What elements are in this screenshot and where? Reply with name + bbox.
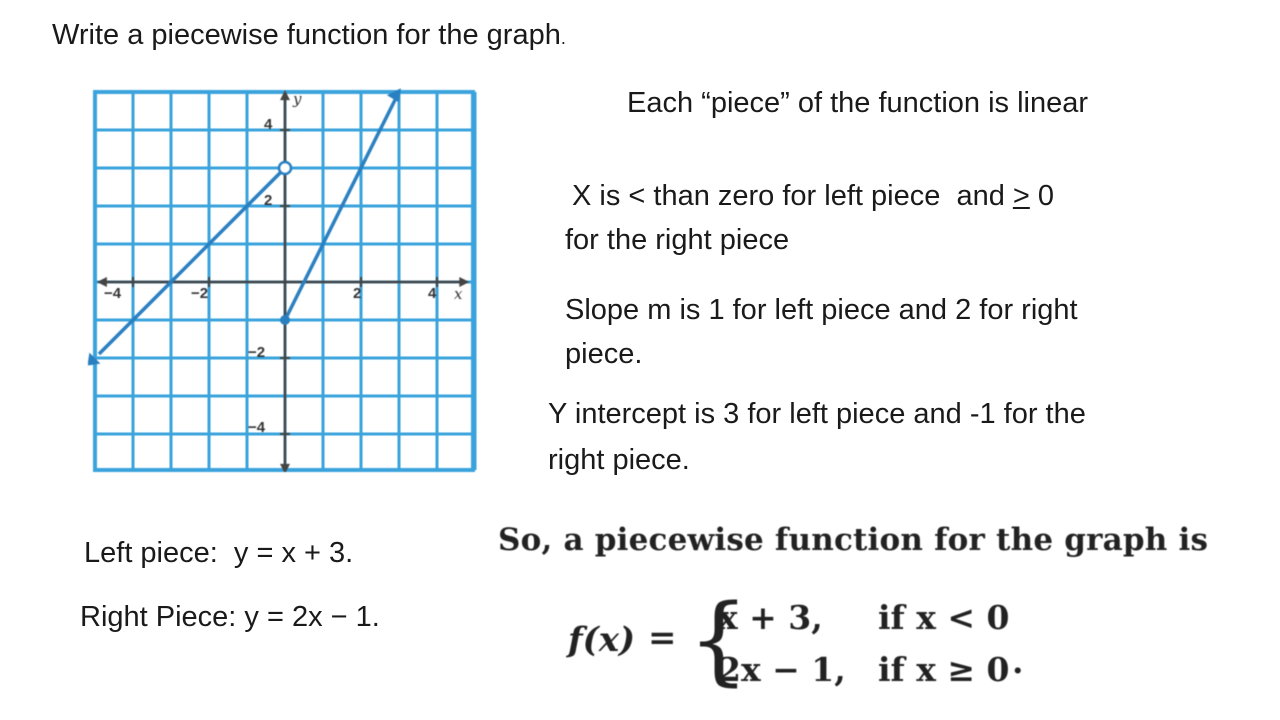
right-piece-line xyxy=(285,100,395,320)
y-axis-label: y xyxy=(293,90,302,108)
note-domain-line2: for the right piece xyxy=(565,224,790,256)
answer-intro: So, a piecewise function for the graph is xyxy=(498,522,1209,558)
case1-expression: x + 3, xyxy=(718,598,823,637)
y-tick-label: 2 xyxy=(264,192,273,209)
y-tick-label: −4 xyxy=(248,419,266,436)
x-tick-label: −4 xyxy=(104,285,122,302)
note-intercept-line2: right piece. xyxy=(548,444,690,476)
open-endpoint xyxy=(279,162,291,174)
final-period: . xyxy=(1012,642,1024,681)
note-slope-line2: piece. xyxy=(565,338,643,370)
title-period: . xyxy=(560,28,566,48)
case1-condition: if x < 0 xyxy=(878,598,1010,637)
note-domain-text-b: 0 xyxy=(1029,180,1055,212)
x-tick-label: 4 xyxy=(428,285,437,302)
piecewise-function-display xyxy=(568,584,1038,698)
left-piece-equation: Left piece: y = x + 3. xyxy=(84,537,354,569)
note-slope-line1: Slope m is 1 for left piece and 2 for right xyxy=(565,294,1078,326)
case2-condition: if x ≥ 0 xyxy=(878,650,1010,689)
ge-symbol: > xyxy=(1012,180,1030,212)
slide-title xyxy=(52,14,566,58)
case2-expression: 2x − 1, xyxy=(718,650,846,689)
closed-endpoint xyxy=(280,315,290,325)
note-intercept-line1: Y intercept is 3 for left piece and -1 for the xyxy=(548,398,1086,430)
equals-sign: = xyxy=(648,618,677,658)
graph-axes xyxy=(97,90,469,472)
x-tick-label: 2 xyxy=(353,285,362,302)
left-piece-line xyxy=(99,168,285,354)
x-tick-label: −2 xyxy=(191,285,209,302)
note-domain-line1 xyxy=(572,175,1054,219)
fx-label: f(x) xyxy=(568,620,636,660)
x-axis-label: x xyxy=(454,285,463,303)
coordinate-graph xyxy=(88,82,484,472)
title-text: Write a piecewise function for the graph xyxy=(52,19,561,51)
note-linear: Each “piece” of the function is linear xyxy=(627,87,1089,119)
left-brace: { xyxy=(688,584,750,696)
note-domain-text-a: X is < than zero for left piece and xyxy=(572,180,1013,212)
y-tick-label: 4 xyxy=(264,116,273,133)
right-piece-equation: Right Piece: y = 2x − 1. xyxy=(80,601,380,633)
y-tick-label: −2 xyxy=(248,344,266,361)
